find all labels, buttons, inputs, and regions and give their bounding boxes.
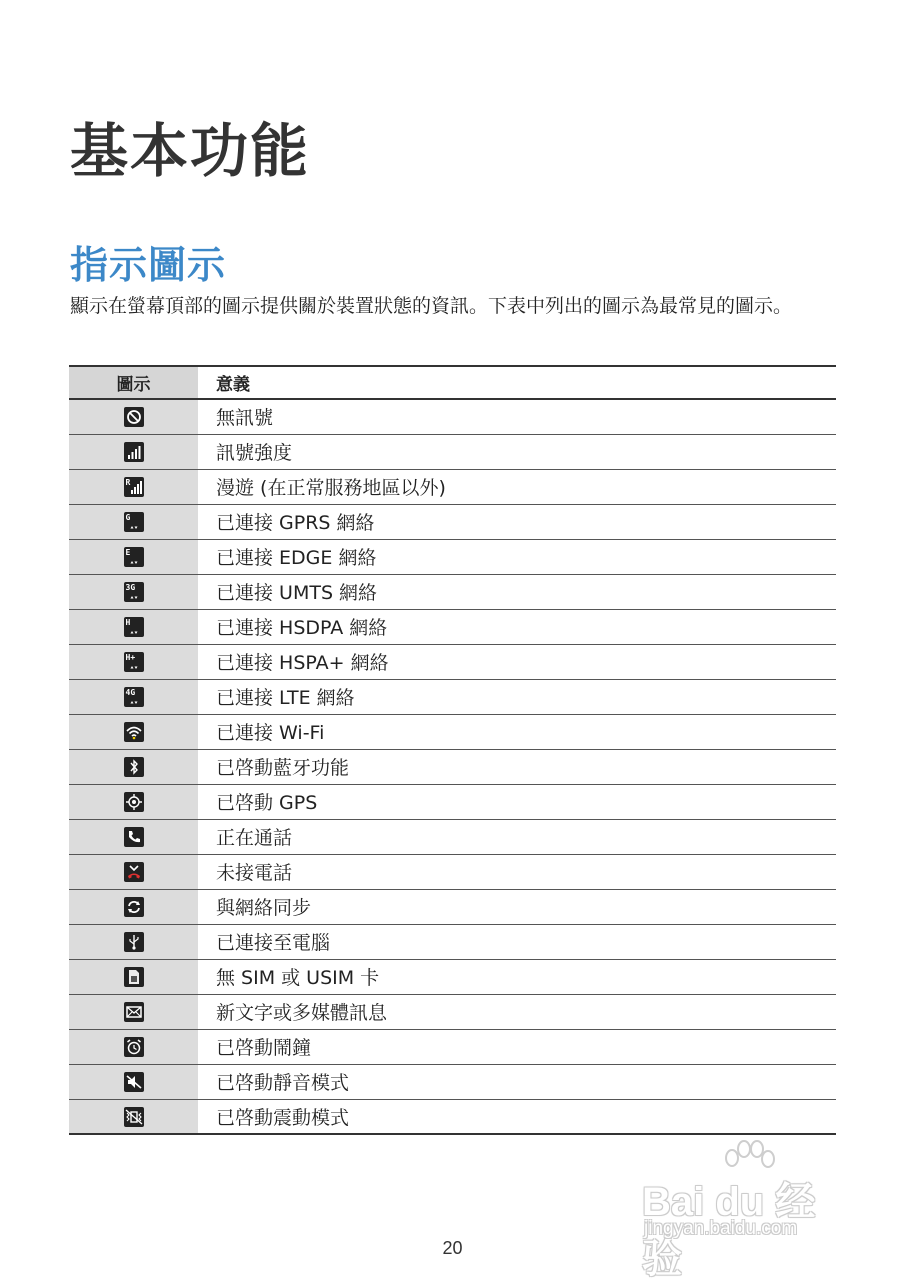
icon-cell — [69, 1029, 198, 1064]
meaning-cell: 無 SIM 或 USIM 卡 — [216, 967, 380, 989]
intro-paragraph: 顯示在螢幕頂部的圖示提供關於裝置狀態的資訊。下表中列出的圖示為最常見的圖示。 — [70, 295, 793, 317]
table-row — [69, 1099, 836, 1134]
baidu-watermark — [642, 1140, 852, 1281]
table-row — [69, 644, 836, 679]
meaning-cell: 已連接 LTE 網絡 — [216, 687, 355, 709]
table-header-row — [69, 366, 836, 399]
table-row — [69, 889, 836, 924]
edge-icon — [124, 547, 144, 567]
meaning-cell: 已啓動震動模式 — [216, 1106, 350, 1129]
meaning-cell: 已連接 Wi-Fi — [216, 722, 325, 744]
table-row — [69, 574, 836, 609]
icon-label: H — [125, 617, 131, 627]
icon-cell — [69, 994, 198, 1029]
icon-cell — [69, 784, 198, 819]
icon-label: 4G — [125, 687, 136, 697]
watermark-url: jingyan.baidu.com — [644, 1218, 798, 1239]
table-row — [69, 784, 836, 819]
icon-cell — [69, 959, 198, 994]
meaning-cell: 與網絡同步 — [216, 897, 312, 919]
no-signal-icon — [124, 407, 144, 427]
icon-cell — [69, 714, 198, 749]
icon-cell — [69, 574, 198, 609]
icon-cell — [69, 434, 198, 469]
meaning-cell: 未接電話 — [216, 862, 293, 884]
meaning-cell: 已啓動靜音模式 — [216, 1072, 350, 1094]
roaming-icon — [124, 477, 144, 497]
icon-cell — [69, 889, 198, 924]
indicator-icon-table — [69, 365, 836, 1135]
table-row — [69, 504, 836, 539]
icon-cell — [69, 504, 198, 539]
hsdpa-icon — [124, 617, 144, 637]
meaning-cell: 已啓動 GPS — [216, 792, 318, 814]
icon-cell — [69, 854, 198, 889]
icon-label: G — [125, 512, 131, 522]
table-row — [69, 434, 836, 469]
table-body — [69, 399, 836, 1134]
table-row — [69, 609, 836, 644]
table-row — [69, 1029, 836, 1064]
table-row — [69, 819, 836, 854]
gps-icon — [124, 792, 144, 812]
icon-cell — [69, 469, 198, 504]
icon-cell — [69, 609, 198, 644]
vibrate-icon — [124, 1107, 144, 1127]
meaning-cell: 已連接 GPRS 網絡 — [216, 512, 375, 534]
icon-cell — [69, 924, 198, 959]
table-row — [69, 994, 836, 1029]
wifi-icon — [124, 722, 144, 742]
icon-cell — [69, 1099, 198, 1134]
icon-cell — [69, 749, 198, 784]
icon-cell — [69, 539, 198, 574]
page-number: 20 — [442, 1238, 463, 1258]
icon-cell — [69, 1064, 198, 1099]
meaning-cell: 已啓動藍牙功能 — [216, 757, 350, 779]
table-row — [69, 469, 836, 504]
table-row — [69, 679, 836, 714]
header-meaning: 意義 — [216, 375, 250, 395]
table-row — [69, 959, 836, 994]
meaning-cell: 已連接 HSDPA 網絡 — [216, 617, 388, 639]
gprs-icon — [124, 512, 144, 532]
icon-label: H+ — [125, 652, 136, 662]
no-sim-icon — [124, 967, 144, 987]
icon-cell — [69, 679, 198, 714]
bluetooth-icon — [124, 757, 144, 777]
meaning-cell: 已連接 UMTS 網絡 — [216, 582, 378, 604]
meaning-cell: 已連接至電腦 — [216, 932, 331, 954]
signal-strength-icon — [124, 442, 144, 462]
icon-cell — [69, 644, 198, 679]
meaning-cell: 正在通話 — [216, 827, 293, 849]
table-row — [69, 749, 836, 784]
meaning-cell: 無訊號 — [216, 407, 274, 430]
meaning-cell: 訊號強度 — [216, 442, 293, 464]
watermark-brand: Bai du 经验 — [642, 1180, 816, 1281]
table-row — [69, 539, 836, 574]
umts-icon — [124, 582, 144, 602]
missed-call-icon — [124, 862, 144, 882]
sync-icon — [124, 897, 144, 917]
table-row — [69, 714, 836, 749]
mute-icon — [124, 1072, 144, 1092]
meaning-cell: 新文字或多媒體訊息 — [216, 1002, 388, 1024]
hspa-plus-icon — [124, 652, 144, 672]
section-title: 指示圖示 — [70, 243, 227, 287]
meaning-cell: 漫遊 (在正常服務地區以外) — [216, 477, 446, 499]
icon-label: 3G — [125, 582, 136, 592]
meaning-cell: 已連接 HSPA+ 網絡 — [216, 652, 389, 674]
chapter-title: 基本功能 — [70, 117, 311, 185]
meaning-cell: 已連接 EDGE 網絡 — [216, 547, 377, 569]
icon-cell — [69, 819, 198, 854]
table-row — [69, 854, 836, 889]
header-icon: 圖示 — [69, 366, 198, 399]
message-icon — [124, 1002, 144, 1022]
icon-label: E — [125, 547, 131, 557]
table-row — [69, 924, 836, 959]
table-row — [69, 1064, 836, 1099]
usb-icon — [124, 932, 144, 952]
call-icon — [124, 827, 144, 847]
table-row — [69, 399, 836, 434]
icon-label: R — [125, 477, 131, 487]
meaning-cell: 已啓動鬧鐘 — [216, 1037, 312, 1059]
lte-icon — [124, 687, 144, 707]
alarm-icon — [124, 1037, 144, 1057]
icon-cell — [69, 399, 198, 434]
